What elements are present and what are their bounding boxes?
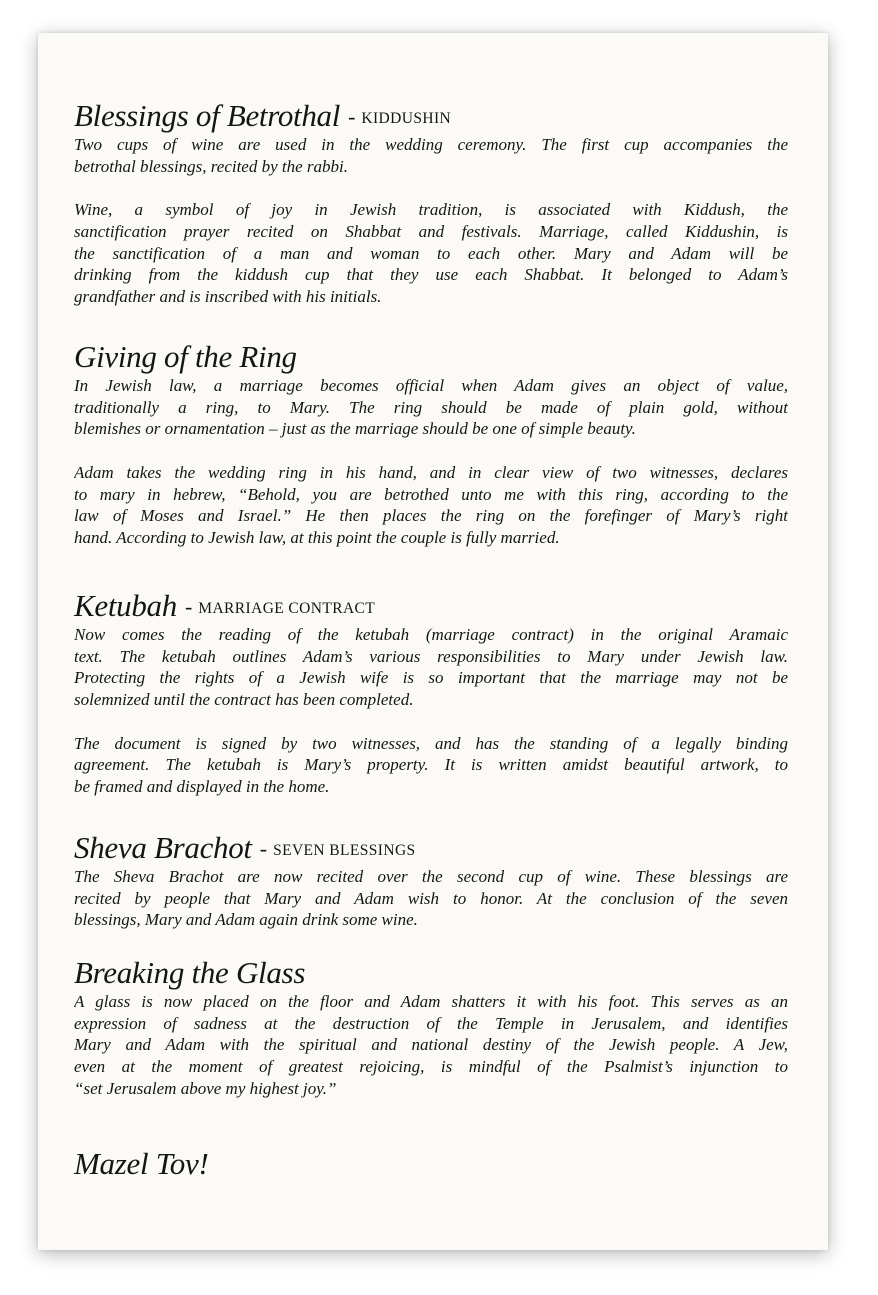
section-subtitle: MARRIAGE CONTRACT bbox=[198, 600, 376, 617]
title-dash: - bbox=[259, 836, 268, 861]
section-title: Giving of the Ring bbox=[74, 339, 297, 374]
section-sheva-brachot bbox=[74, 830, 788, 931]
section-giving-of-the-ring bbox=[74, 339, 788, 549]
paragraph-gap bbox=[74, 711, 788, 733]
paragraph-line: Now comes the reading of the ketubah (marriage contract) in the original Aramaic bbox=[74, 625, 788, 644]
paragraph bbox=[74, 134, 788, 177]
paragraph-line: blessings, Mary and Adam again drink some wine. bbox=[74, 910, 418, 930]
paragraph-line: Adam takes the wedding ring in his hand, and in clear view of two witnesses, declares bbox=[74, 463, 788, 483]
paragraph-line: to mary in hebrew, “Behold, you are betrothed unto me with this ring, according to the bbox=[74, 484, 788, 504]
paragraph-line: recited by people that Mary and Adam wish to honor. At the conclusion of the seven bbox=[74, 888, 788, 908]
paragraph-line: A glass is now placed on the floor and Adam shatters it with his foot. This serves as an bbox=[74, 992, 788, 1011]
paragraph bbox=[74, 733, 788, 798]
title-dash: - bbox=[184, 594, 193, 619]
section-title: Breaking the Glass bbox=[74, 955, 306, 990]
section-heading bbox=[74, 339, 788, 375]
title-dash: - bbox=[348, 104, 356, 129]
section-title: Sheva Brachot bbox=[74, 830, 252, 865]
paragraph-line: be framed and displayed in the home. bbox=[74, 777, 330, 797]
section-ketubah bbox=[74, 588, 788, 798]
section-subtitle: KIDDUSHIN bbox=[361, 110, 452, 127]
paragraph-line: law of Moses and Israel.” He then places the ring on the forefinger of Mary’s right bbox=[74, 506, 788, 526]
paragraph-line: The Sheva Brachot are now recited over the second cup of wine. These blessings are bbox=[74, 867, 788, 886]
paragraph-line: sanctification prayer recited on Shabbat and festivals. Marriage, called Kiddushin, is bbox=[74, 222, 788, 242]
paragraph bbox=[74, 199, 788, 307]
paragraph-line: drinking from the kiddush cup that they use each Shabbat. It belonged to Adam’s bbox=[74, 265, 788, 285]
paragraph-line: Protecting the rights of a Jewish wife is so important that the marriage may not be bbox=[74, 668, 788, 688]
paragraph-line: even at the moment of greatest rejoicing, is mindful of the Psalmist’s injunction to bbox=[74, 1057, 788, 1077]
section-breaking-the-glass bbox=[74, 955, 788, 1099]
section-heading bbox=[74, 588, 788, 624]
paragraph-line: In Jewish law, a marriage becomes official when Adam gives an object of value, bbox=[74, 376, 788, 395]
paragraph-line: agreement. The ketubah is Mary’s property. It is written amidst beautiful artwork, to bbox=[74, 755, 788, 775]
paragraph bbox=[74, 991, 788, 1099]
paragraph-line: solemnized until the contract has been completed. bbox=[74, 690, 414, 710]
section-heading bbox=[74, 830, 788, 866]
paragraph-line: text. The ketubah outlines Adam’s various responsibilities to Mary under Jewish law. bbox=[74, 646, 788, 666]
paragraph-line: expression of sadness at the destruction of the Temple in Jerusalem, and identifies bbox=[74, 1013, 788, 1033]
closing-text: Mazel Tov! bbox=[74, 1146, 209, 1181]
paragraph-line: Two cups of wine are used in the wedding ceremony. The first cup accompanies the bbox=[74, 135, 788, 154]
paragraph-line: “set Jerusalem above my highest joy.” bbox=[74, 1078, 337, 1098]
section-heading bbox=[74, 955, 788, 991]
paragraph bbox=[74, 375, 788, 440]
paragraph-line: the sanctification of a man and woman to each other. Mary and Adam will be bbox=[74, 243, 788, 263]
closing-mazel-tov bbox=[74, 1146, 788, 1182]
paragraph-line: The document is signed by two witnesses, and has the standing of a legally binding bbox=[74, 733, 788, 753]
section-heading bbox=[74, 98, 788, 134]
paragraph-line: betrothal blessings, recited by the rabbi. bbox=[74, 156, 349, 176]
paragraph-line: blemishes or ornamentation – just as the marriage should be one of simple beauty. bbox=[74, 419, 636, 439]
section-title: Ketubah bbox=[74, 588, 177, 623]
paragraph bbox=[74, 866, 788, 931]
paragraph-line: hand. According to Jewish law, at this point the couple is fully married. bbox=[74, 528, 560, 548]
paragraph-line: traditionally a ring, to Mary. The ring should be made of plain gold, without bbox=[74, 397, 788, 417]
paragraph-line: grandfather and is inscribed with his initials. bbox=[74, 287, 382, 307]
paragraph-gap bbox=[74, 440, 788, 462]
section-blessings-of-betrothal bbox=[74, 98, 788, 308]
section-title: Blessings of Betrothal bbox=[74, 98, 341, 133]
paragraph bbox=[74, 624, 788, 711]
paragraph-gap bbox=[74, 177, 788, 199]
paragraph-line: Wine, a symbol of joy in Jewish tradition, is associated with Kiddush, the bbox=[74, 200, 788, 220]
section-subtitle: SEVEN BLESSINGS bbox=[273, 842, 416, 859]
paragraph bbox=[74, 462, 788, 549]
paragraph-line: Mary and Adam with the spiritual and national destiny of the Jewish people. A Jew, bbox=[74, 1035, 788, 1055]
